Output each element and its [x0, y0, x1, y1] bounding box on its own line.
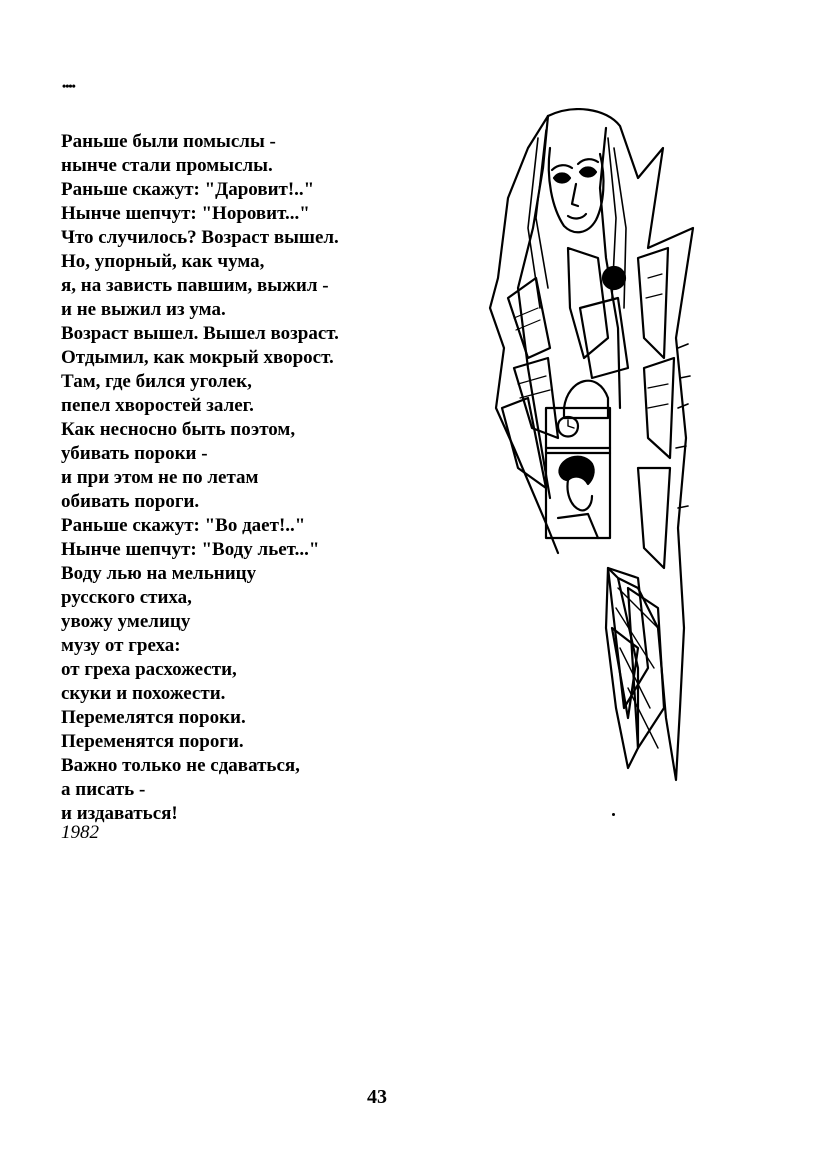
poem-line: увожу умелицу	[61, 611, 191, 632]
left-eye	[554, 174, 570, 183]
poem-line: убивать пороки -	[61, 443, 208, 464]
poem-line: Воду лью на мельницу	[61, 563, 257, 584]
shard-right-3	[638, 468, 670, 568]
poem-line: Нынче шепчут: "Норовит..."	[61, 203, 310, 224]
page-number: 43	[367, 1086, 387, 1108]
moon-sphere	[603, 267, 625, 289]
section-marker: ••••	[62, 79, 75, 93]
poem-line: Раньше скажут: "Во дает!.."	[61, 515, 306, 536]
poem-text	[61, 130, 441, 826]
poem-line: Но, упорный, как чума,	[61, 251, 265, 272]
poem-line: Переменятся пороги.	[61, 731, 244, 752]
poem-line: пепел хворостей залег.	[61, 395, 254, 416]
poem-line: Раньше скажут: "Даровит!.."	[61, 179, 315, 200]
poem-line: Нынче шепчут: "Воду льет..."	[61, 539, 320, 560]
poem-line: Что случилось? Возраст вышел.	[61, 227, 339, 248]
clock-hands	[568, 420, 574, 428]
poem-line: и при этом не по летам	[61, 467, 259, 488]
poem-line: нынче стали промыслы.	[61, 155, 273, 176]
tower-arch	[564, 381, 608, 418]
right-eyebrow	[578, 159, 598, 164]
shard-right-1	[638, 248, 668, 358]
poem-line: а писать -	[61, 779, 146, 800]
poem-line: Перемелятся пороки.	[61, 707, 246, 728]
left-eyebrow	[552, 165, 572, 170]
ink-illustration	[488, 108, 703, 788]
poem-line: обивать пороги.	[61, 491, 200, 512]
poem-line: и издаваться!	[61, 803, 178, 824]
poem-line: Раньше были помыслы -	[61, 131, 276, 152]
poem-line: скуки и похожести.	[61, 683, 226, 704]
poem-line: музу от греха:	[61, 635, 181, 656]
poem-line: от греха расхожести,	[61, 659, 237, 680]
poem-line: Там, где бился уголек,	[61, 371, 252, 392]
poem-year: 1982	[61, 822, 99, 843]
poem-line: Важно только не сдаваться,	[61, 755, 300, 776]
poem-line: русского стиха,	[61, 587, 192, 608]
nose	[572, 184, 578, 206]
stray-dot	[612, 813, 615, 816]
mouth	[568, 214, 586, 218]
window-figure-body	[558, 514, 598, 538]
poem-line: я, на зависть павшим, выжил -	[61, 275, 329, 296]
poem-line: Как несносно быть поэтом,	[61, 419, 296, 440]
poem-line: Возраст вышел. Вышел возраст.	[61, 323, 339, 344]
right-eye	[580, 168, 596, 177]
shard-left-3	[502, 398, 546, 488]
tower-divider	[546, 448, 610, 453]
poem-line: Отдымил, как мокрый хворост.	[61, 347, 334, 368]
poem-line: и не выжил из ума.	[61, 299, 226, 320]
window-figure-hair	[559, 457, 593, 484]
